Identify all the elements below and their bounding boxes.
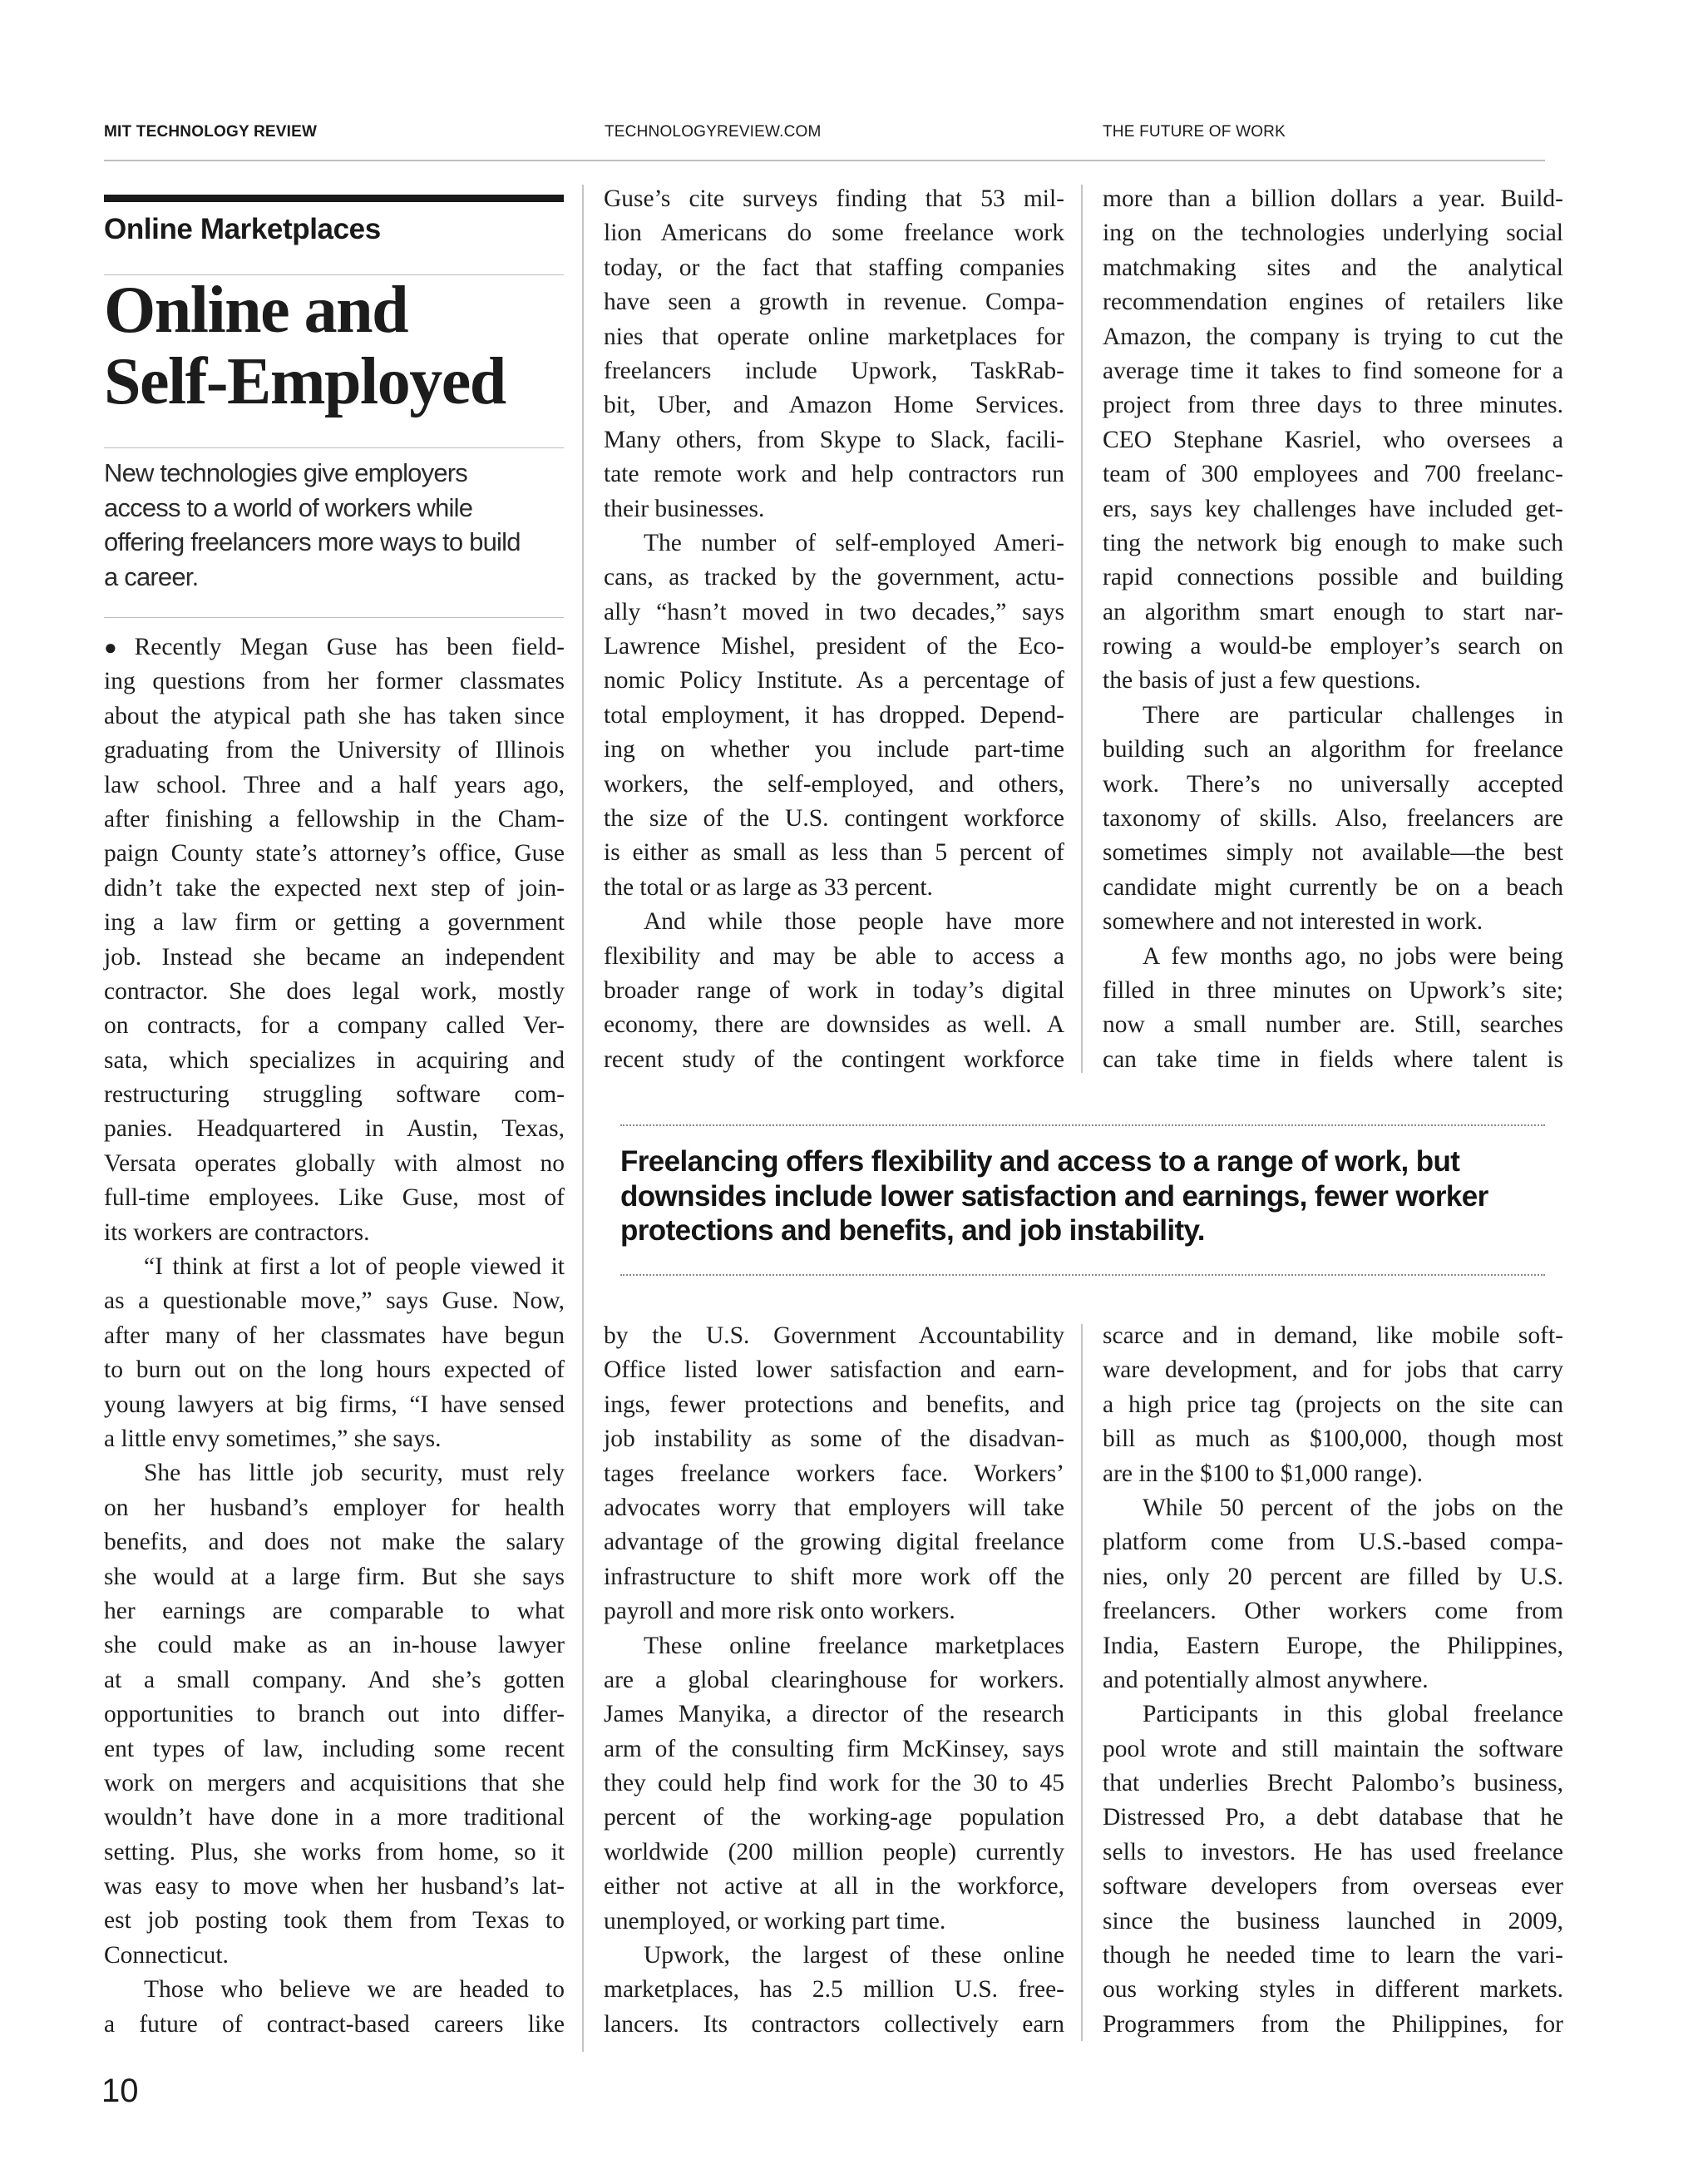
text-line: est job posting took them from Texas to — [104, 1907, 565, 1934]
text-line: sata, which specializes in acquiring and — [104, 1046, 565, 1074]
text-line: James Manyika, a director of the research — [604, 1701, 1064, 1728]
text-line: taxonomy of skills. Also, freelancers are — [1103, 805, 1563, 833]
text-line: sometimes simply not available—the best — [1103, 839, 1563, 867]
text-line: freelancers include Upwork, TaskRab- — [604, 357, 1064, 384]
text-line: ing a law firm or getting a government — [104, 909, 565, 936]
text-line: workers, the self-employed, and others, — [604, 770, 1064, 798]
text-line: its workers are contractors. — [104, 1218, 370, 1246]
text-line — [104, 630, 565, 665]
text-line: matchmaking sites and the analytical — [1103, 254, 1563, 281]
text-line: was easy to move when her husband’s lat- — [104, 1873, 565, 1900]
text-line: bit, Uber, and Amazon Home Services. — [604, 392, 1064, 419]
text-line: ent types of law, including some recent — [104, 1735, 565, 1762]
publication-name: MIT TECHNOLOGY REVIEW — [104, 123, 318, 141]
text-line: opportunities to branch out into differ- — [104, 1701, 565, 1728]
text-line: marketplaces, has 2.5 million U.S. free- — [604, 1976, 1064, 2004]
text-line: now a small number are. Still, searches — [1103, 1011, 1563, 1039]
text-line: about the atypical path she has taken since — [104, 702, 565, 729]
text-line: graduating from the University of Illinois — [104, 737, 565, 764]
text-line: is either as small as less than 5 percent of — [604, 839, 1064, 867]
deck-divider — [104, 617, 564, 618]
text-line: ing on whether you include part-time — [604, 736, 1064, 763]
text-line: cans, as tracked by the government, actu- — [604, 564, 1064, 591]
text-line: her earnings are comparable to what — [104, 1597, 565, 1624]
text-line: pool wrote and still maintain the software — [1103, 1735, 1563, 1762]
text-line: a future of contract-based careers like — [104, 2010, 565, 2038]
text-line: recent study of the contingent workforce — [604, 1045, 1064, 1073]
text-line: payroll and more risk onto workers. — [604, 1598, 955, 1625]
text-line: rowing a would-be employer’s search on — [1103, 633, 1563, 660]
text-line: Versata operates globally with almost no — [104, 1149, 565, 1177]
text-line: since the business launched in 2009, — [1103, 1907, 1563, 1934]
body-column-3-top — [1103, 182, 1563, 1077]
text-line: after many of her classmates have begun — [104, 1322, 565, 1349]
text-line: benefits, and does not make the salary — [104, 1529, 565, 1556]
pullquote-top-rule — [620, 1124, 1545, 1126]
text-line: are a global clearinghouse for workers. — [604, 1666, 1064, 1693]
text-line: and potentially almost anywhere. — [1103, 1666, 1429, 1693]
deck-line: offering freelancers more ways to build — [104, 527, 521, 556]
text-line: Participants in this global freelance — [1143, 1701, 1563, 1728]
text-line: worldwide (200 million people) currently — [604, 1838, 1064, 1865]
text-line: can take time in fields where talent is — [1103, 1045, 1563, 1073]
text-line: as a questionable move,” says Guse. Now, — [104, 1287, 565, 1315]
headline-line: Self-Employed — [104, 345, 506, 418]
text-line: Those who believe we are headed to — [144, 1976, 565, 2004]
text-line: infrastructure to shift more work off the — [604, 1563, 1064, 1590]
column-rule-2-bottom — [1081, 1324, 1083, 2041]
text-line: panies. Headquartered in Austin, Texas, — [104, 1115, 565, 1143]
text-line: lancers. Its contractors collectively earn — [604, 2010, 1064, 2038]
header-divider — [104, 160, 1545, 161]
text-line: after finishing a fellowship in the Cham- — [104, 805, 565, 833]
text-line: broader range of work in today’s digital — [604, 976, 1064, 1004]
deck-line: a career. — [104, 561, 199, 591]
deck — [104, 456, 570, 594]
text-line: Upwork, the largest of these online — [644, 1942, 1064, 1969]
text-line: flexibility and may be able to access a — [604, 942, 1064, 970]
body-column-1 — [104, 630, 565, 2042]
headline — [104, 274, 570, 418]
text-line: they could help find work for the 30 to 45 — [604, 1770, 1064, 1797]
text-line: have seen a growth in revenue. Compa- — [604, 289, 1064, 316]
text-line: nomic Policy Institute. As a percentage of — [604, 667, 1064, 694]
text-line: India, Eastern Europe, the Philippines, — [1103, 1632, 1563, 1659]
text-line: A few months ago, no jobs were being — [1143, 942, 1563, 970]
text-line: While 50 percent of the jobs on the — [1143, 1494, 1563, 1521]
text-line: Lawrence Mishel, president of the Eco- — [604, 633, 1064, 660]
text-line: by the U.S. Government Accountability — [604, 1322, 1064, 1349]
text-line: setting. Plus, she works from home, so it — [104, 1838, 565, 1865]
text-line: full-time employees. Like Guse, most of — [104, 1184, 565, 1212]
text-line: to burn out on the long hours expected of — [104, 1356, 565, 1384]
text-line: The number of self-employed Ameri- — [644, 529, 1064, 556]
text-line: restructuring struggling software com- — [104, 1081, 565, 1109]
text-line: And while those people have more — [644, 908, 1064, 936]
text-line: ware development, and for jobs that carry — [1103, 1356, 1563, 1384]
text-line: Programmers from the Philippines, for — [1103, 2010, 1563, 2038]
text-line: she could make as an in-house lawyer — [104, 1632, 565, 1659]
text-line: software developers from overseas ever — [1103, 1873, 1563, 1900]
text-line: freelancers. Other workers come from — [1103, 1598, 1563, 1625]
text-line: “I think at first a lot of people viewed it — [144, 1253, 565, 1281]
text-line: ing on the technologies underlying social — [1103, 220, 1563, 247]
text-line: a high price tag (projects on the site can — [1103, 1391, 1563, 1418]
text-line: team of 300 employees and 700 freelanc- — [1103, 461, 1563, 488]
text-line: Many others, from Skype to Slack, facili- — [604, 426, 1064, 453]
text-line: total employment, it has dropped. Depend- — [604, 701, 1064, 729]
column-rule-2-top — [1081, 185, 1083, 1073]
text-line: Distressed Pro, a debt database that he — [1103, 1804, 1563, 1831]
text-line: on contracts, for a company called Ver- — [104, 1012, 565, 1040]
text-line: advantage of the growing digital freelance — [604, 1529, 1064, 1556]
text-line: scarce and in demand, like mobile soft- — [1103, 1322, 1563, 1349]
text-line: bill as much as $100,000, though most — [1103, 1426, 1563, 1453]
text-line: percent of the working-age population — [604, 1804, 1064, 1831]
text-line: law school. Three and a half years ago, — [104, 771, 565, 798]
text-line: filled in three minutes on Upwork’s site; — [1103, 976, 1563, 1004]
headline-divider — [104, 447, 564, 448]
body-column-3-bottom — [1103, 1319, 1563, 2042]
text-line: contractor. She does legal work, mostly — [104, 977, 565, 1005]
text-line: job instability as some of the disadvan- — [604, 1426, 1064, 1453]
text-line: today, or the fact that staffing companies — [604, 254, 1064, 281]
text-line: work. There’s no universally accepted — [1103, 770, 1563, 798]
text-line: didn’t take the expected next step of join- — [104, 874, 565, 902]
text-line: their businesses. — [604, 495, 765, 522]
pullquote-bottom-rule — [620, 1274, 1545, 1276]
text-line: nies, only 20 percent are filled by U.S. — [1103, 1563, 1563, 1590]
text-line: either not active at all in the workforce, — [604, 1873, 1064, 1900]
text-line: building such an algorithm for freelance — [1103, 736, 1563, 763]
text-line: candidate might currently be on a beach — [1103, 873, 1563, 901]
text-line: rapid connections possible and building — [1103, 564, 1563, 591]
text-line: advocates worry that employers will take — [604, 1494, 1064, 1521]
text-line: lion Americans do some freelance work — [604, 220, 1064, 247]
text-line: arm of the consulting firm McKinsey, says — [604, 1735, 1064, 1762]
text-line: project from three days to three minutes. — [1103, 392, 1563, 419]
bullet-icon: ● — [104, 635, 130, 660]
deck-line: access to a world of workers while — [104, 492, 473, 522]
text-line: work on mergers and acquisitions that she — [104, 1769, 565, 1796]
body-column-2-top — [604, 182, 1064, 1077]
column-rule-1 — [582, 185, 584, 2052]
text-line: the total or as large as 33 percent. — [604, 873, 933, 901]
text-line: economy, there are downsides as well. A — [604, 1011, 1064, 1039]
deck-line: New technologies give employers — [104, 458, 467, 487]
text-line: paign County state’s attorney’s office, Guse — [104, 840, 565, 867]
text-line: ers, says key challenges have included get- — [1103, 495, 1563, 522]
text-line: that underlies Brecht Palombo’s business, — [1103, 1770, 1563, 1797]
text-line-content: Recently Megan Guse has been field- — [134, 634, 565, 660]
text-line: she would at a large firm. But she says — [104, 1563, 565, 1590]
website-url: TECHNOLOGYREVIEW.COM — [605, 123, 822, 141]
text-line: at a small company. And she’s gotten — [104, 1666, 565, 1693]
text-line: young lawyers at big firms, “I have sensed — [104, 1391, 565, 1418]
text-line: sells to investors. He has used freelance — [1103, 1838, 1563, 1865]
text-line: She has little job security, must rely — [144, 1460, 565, 1487]
text-line: a little envy sometimes,” she says. — [104, 1425, 442, 1452]
text-line: ous working styles in different markets. — [1103, 1976, 1563, 2004]
text-line: on her husband’s employer for health — [104, 1494, 565, 1521]
pull-quote-line: protections and benefits, and job instability. — [620, 1214, 1205, 1247]
section-name: THE FUTURE OF WORK — [1103, 123, 1286, 141]
text-line: ing questions from her former classmates — [104, 668, 565, 695]
text-line: recommendation engines of retailers like — [1103, 289, 1563, 316]
text-line: There are particular challenges in — [1143, 701, 1563, 729]
text-line: more than a billion dollars a year. Build- — [1103, 185, 1563, 212]
text-line: tages freelance workers face. Workers’ — [604, 1460, 1064, 1487]
pull-quote — [620, 1144, 1543, 1248]
pull-quote-line: Freelancing offers flexibility and access to a range of work, but — [620, 1145, 1460, 1178]
text-line: tate remote work and help contractors run — [604, 461, 1064, 488]
text-line: Amazon, the company is trying to cut the — [1103, 323, 1563, 350]
text-line: ting the network big enough to make such — [1103, 529, 1563, 556]
text-line: ings, fewer protections and benefits, and — [604, 1391, 1064, 1418]
text-line: platform come from U.S.-based compa- — [1103, 1529, 1563, 1556]
text-line: Guse’s cite surveys finding that 53 mil- — [604, 185, 1064, 212]
text-line: nies that operate online marketplaces for — [604, 323, 1064, 350]
text-line: Connecticut. — [104, 1941, 229, 1969]
text-line: an algorithm smart enough to start nar- — [1103, 598, 1563, 625]
text-line: somewhere and not interested in work. — [1103, 908, 1483, 936]
headline-line: Online and — [104, 274, 408, 347]
text-line: are in the $100 to $1,000 range). — [1103, 1460, 1424, 1487]
pull-quote-line: downsides include lower satisfaction and earnings, fewer worker — [620, 1179, 1488, 1213]
text-line: average time it takes to find someone for a — [1103, 357, 1563, 384]
text-line: the size of the U.S. contingent workforce — [604, 805, 1064, 833]
section-label: Online Marketplaces — [104, 213, 381, 245]
text-line: ally “hasn’t moved in two decades,” says — [604, 598, 1064, 625]
body-column-2-bottom — [604, 1319, 1064, 2042]
page-number: 10 — [101, 2073, 139, 2109]
title-bar — [104, 195, 564, 202]
text-line: though he needed time to learn the vari- — [1103, 1942, 1563, 1969]
text-line: Office listed lower satisfaction and earn- — [604, 1356, 1064, 1384]
text-line: These online freelance marketplaces — [644, 1632, 1064, 1659]
text-line: wouldn’t have done in a more traditional — [104, 1804, 565, 1831]
text-line: CEO Stephane Kasriel, who oversees a — [1103, 426, 1563, 453]
text-line: job. Instead she became an independent — [104, 943, 565, 971]
text-line: unemployed, or working part time. — [604, 1907, 946, 1934]
text-line: the basis of just a few questions. — [1103, 667, 1421, 694]
